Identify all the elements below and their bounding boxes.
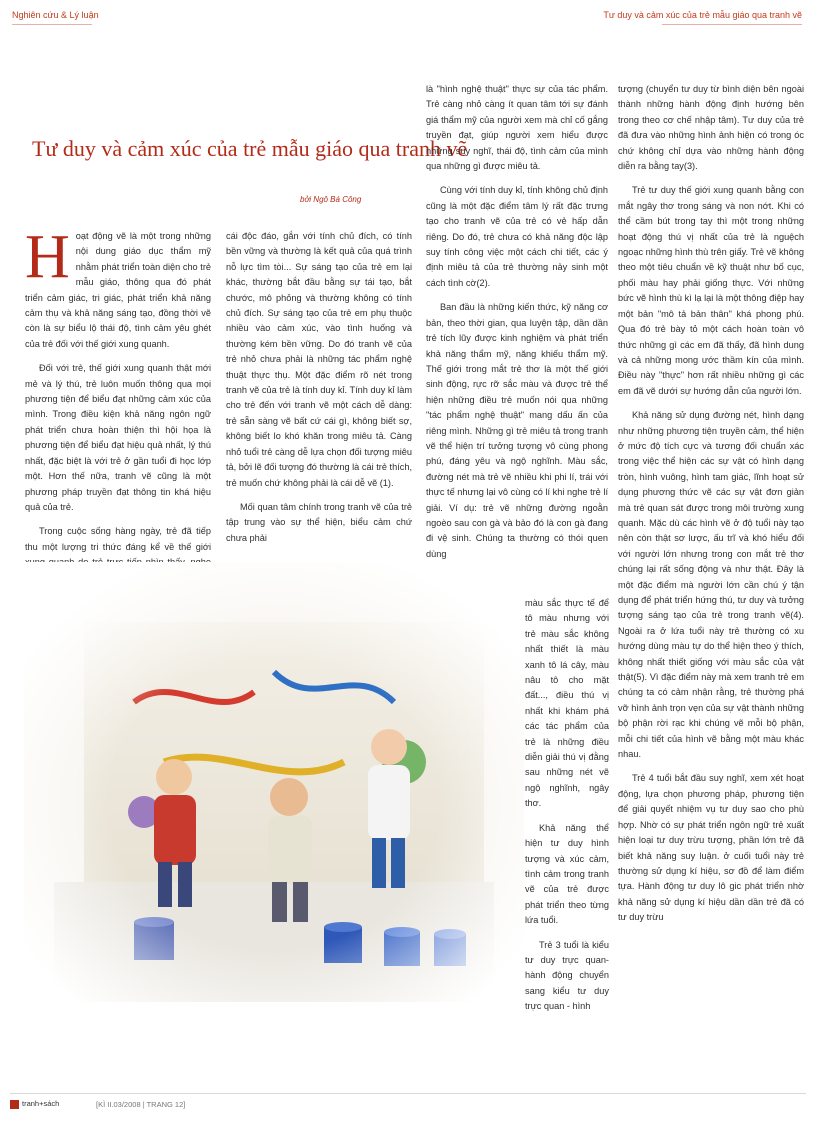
paragraph: cái độc đáo, gắn với tính chủ đích, có tính bền vững và thường là kết quả của quá trình nỗ lực tìm tòi... Sự sáng tạo của trẻ em lại khác, thường bắt đầu bằng sự tái tạo, bắt chước, mô phỏng và thường không có tính chủ đích. Sự sáng tạo của trẻ em phụ thuộc nhiều vào cảm xúc, vào tình huống và thường kém bền vững. Do đó tranh vẽ của trẻ nhỏ chưa phải là những tác phẩm nghệ thuật thực thụ. Một đặc điểm rõ nét trong tranh vẽ của trẻ là tính duy kỉ. Tính duy kỉ làm cho trẻ đến với tranh vẽ một cách dễ dàng: trẻ sẵn sàng vẽ bất cứ cái gì, không biết sợ, không biết lo khó khăn trong miêu tả. Càng nhỏ tuổi trẻ càng dễ lựa chọn đối tượng miêu tả, bởi lẽ đối tượng đó thường là cái trẻ thích, trẻ muốn chứ không phải là cái dễ vẽ (1).	[226, 231, 412, 488]
column-3-narrow	[525, 596, 609, 1024]
paragraph: Hoạt động vẽ là một trong những nội dung giáo dục thẩm mỹ nhằm phát triển toàn diện cho trẻ mẫu giáo, thông qua đó phát triển cảm giác, tri giác, phát triển khả năng cảm thụ và khả năng sáng tạo, đồng thời vẽ còn là sự biểu lộ thái độ, tình cảm yêu ghét của trẻ đối với thế giới xung quanh.	[25, 223, 211, 349]
paragraph: tượng (chuyển tư duy từ bình diện bên ngoài thành những hành động định hướng bên trong theo cơ chế nhập tâm). Tư duy của trẻ đã đưa vào những hình ảnh hiện có trong óc chứ không chỉ dựa vào những hành động diễn ra bằng tay(3).	[618, 84, 804, 172]
column-4	[618, 82, 804, 935]
paragraph: Cùng với tính duy kỉ, tính không chủ định cũng là một đặc điểm tâm lý rất đặc trưng tạo cho tranh vẽ của trẻ có vẻ hấp dẫn riêng. Do đó, trẻ chưa có khả năng độc lập suy tính công việc một cách chi tiết, các ý định miêu tả của trẻ thường nảy sinh một cách tình cờ(2).	[426, 185, 608, 288]
column-3	[426, 82, 608, 571]
footer-issue: [KÌ II.03/2008 | TRANG 12]	[96, 1100, 186, 1109]
running-title: Tư duy và cảm xúc của trẻ mẫu giáo qua tranh vẽ	[603, 10, 802, 20]
byline: bởi Ngô Bá Công	[300, 195, 362, 204]
drop-cap: H	[25, 223, 70, 291]
paragraph: Khả năng thể hiện tư duy hình tượng và xúc cảm, tình cảm trong tranh vẽ của trẻ được phát triển theo từng lứa tuổi.	[525, 822, 609, 926]
photo-illustration	[24, 562, 524, 1002]
paragraph: Trẻ 4 tuổi bắt đầu suy nghĩ, xem xét hoạt động, lựa chọn phương pháp, phương tiện để giải quyết nhiệm vụ tư duy sao cho phù hợp. Nhờ có sự phát triển ngôn ngữ trẻ xuất hiện loại tư duy trừu tượng, phần lớn trẻ đã biết khả năng suy luận. ở cuối tuổi này trẻ thường sử dụng kí hiệu, sơ đồ để làm điểm tựa. Hành động tư duy lô gic phát triển nhờ khả năng sử dụng kí hiệu dần dần trẻ đã có tư duy trừu	[618, 773, 804, 923]
paragraph: Trẻ 3 tuổi là kiểu tư duy trực quan- hành động chuyển sang kiểu tư duy trực quan - hình	[525, 939, 609, 1012]
footer-rule	[10, 1093, 806, 1094]
paragraph: màu sắc thực tế để tô màu nhưng với trẻ màu sắc không nhất thiết là màu xanh tô lá cây, màu nâu tô cho mặt đất..., điều thú vị nhất khi khám phá các tác phẩm của trẻ là những điều diễn giải thú vị đằng sau những nét vẽ ngộ nghĩnh, ngây thơ.	[525, 598, 609, 809]
header-rule-right	[662, 24, 802, 25]
paragraph: Đối với trẻ, thế giới xung quanh thật mới mẻ và lý thú, trẻ luôn muốn thông qua mọi phương tiện để biểu đạt những cảm xúc của mình. Trong điều kiện khả năng ngôn ngữ phát triển chưa hoàn thiện thì hội họa là phương tiện để biểu đạt hiệu quả nhất, lý thú nhất, đặc biệt là với trẻ ở gần tuổi đi học lớp một. Hơn thế nữa, tranh vẽ cũng là một phương pháp truyền đạt thông tin khá hiệu quả của trẻ.	[25, 363, 211, 512]
header-rule-left	[12, 24, 92, 25]
brand-logo-icon	[10, 1100, 19, 1109]
paragraph: Mối quan tâm chính trong tranh vẽ của trẻ tập trung vào sự thể hiện, biểu cảm chứ chưa phải	[226, 501, 412, 543]
paragraph: Trong cuộc sống hàng ngày, trẻ đã tiếp thu một lượng tri thức đáng kể về thế giới	[25, 526, 211, 552]
paragraph: là "hình nghệ thuật" thực sự của tác phẩm. Trẻ càng nhỏ càng ít quan tâm tới sự đánh giá thẩm mỹ của người xem mà chỉ cố gắng truyền đạt, giúp người xem hiểu được những suy nghĩ, thái độ, tình cảm của mình qua những gì được miêu tả.	[426, 84, 608, 172]
paragraph: Trẻ tư duy thế giới xung quanh bằng con mắt ngây thơ trong sáng và non nớt. Khi có thể cầm bút trong tay thì một trong những hoạt động thú vị nhất của trẻ là nguệch ngoạc những hình thù trên giấy. Trẻ vẽ không theo một tiêu chuẩn về kỹ thuật như bố cục, phối màu hay phải giống thực. Với những bức vẽ hình thù kì lạ lại là một thông điệp hay một bản "mô tả bản thân" khá phong phú. Qua đó trẻ bày tỏ một cách hoàn toàn vô thức những gì các em đã thấy, đã hình dung và cả những mong ước thầm kín của mình. Điều này "thực" hơn rất nhiều những gì các em đã vẽ dưới sự hướng dẫn của người lớn.	[618, 185, 804, 396]
article-title: Tư duy và cảm xúc của trẻ mẫu giáo qua tranh vẽ	[32, 136, 468, 161]
column-2	[226, 229, 412, 555]
section-label: Nghiên cứu & Lý luận	[12, 10, 99, 20]
footer-brand: tranh+sách	[10, 1099, 59, 1109]
children-painting-photo	[24, 562, 524, 1002]
paragraph: Khả năng sử dụng đường nét, hình dạng như những phương tiện truyền cảm, thể hiện ở mức độ tích cực và tương đối chuẩn xác trong việc thể hiện các sự vật có hình dạng tròn, hình vuông, hình tam giác, lĩnh hoạt sử dụng phương thức vẽ các sự vật đơn giản mà trẻ quan sát được trong môi trường xung quanh. Mặc dù các hình vẽ ở độ tuổi này tạo nên còn thật sơ lược, ấu trĩ và khó hiểu đối với người lớn nhưng trong con mắt trẻ thơ chúng lại rất sống động và như thật. Đây là một đặc điểm mà người lớn cần chú ý tận dụng để phát triển hứng thú, tư duy và tưởng tượng sáng tạo của trẻ trong tranh vẽ(4). Ngoài ra ở lứa tuổi này trẻ thường có xu hướng dùng màu tự do thể hiện theo ý thích, không nhất thiết giống với màu sắc của vật thật(5). Vì đặc điểm này mà xem tranh trẻ em chúng ta có cảm nhận rằng, trẻ thường phá vỡ hình ảnh trọn vẹn của sự vật thành những bộ phận rời rạc khi chúng vẽ mỗi bộ phận, mỗi chi tiết của hình vẽ bằng một màu khác nhau.	[618, 410, 804, 760]
paragraph: Ban đầu là những kiến thức, kỹ năng cơ bản, theo thời gian, qua luyện tập, dần dần trẻ tích lũy được kinh nghiệm và phát triển khả năng thẩm mỹ, năng khiếu thẩm mỹ. Thế giới trong mắt trẻ thơ là một thế giới sinh động, rực rỡ sắc màu và được trẻ thể hiện những điều trẻ muốn nói qua những "tác phẩm nghệ thuật" mang dấu ấn của riêng mình. Những gì trẻ miêu tả trong tranh vẽ thể hiện trí tưởng tượng vô cùng phong phú, đáng yêu và ngộ nghĩnh. Màu sắc, đường nét mà trẻ vẽ nhiều khi phi lí, trái với thực tế nhưng lại vô cùng có lí khi nghe trẻ lí giải. Ví dụ: trẻ vẽ những đường ngoằn ngoèo sau con gà và bảo đó là con gà đang đi vệ sinh. Chúng ta thường có thói quen dùng	[426, 302, 608, 559]
